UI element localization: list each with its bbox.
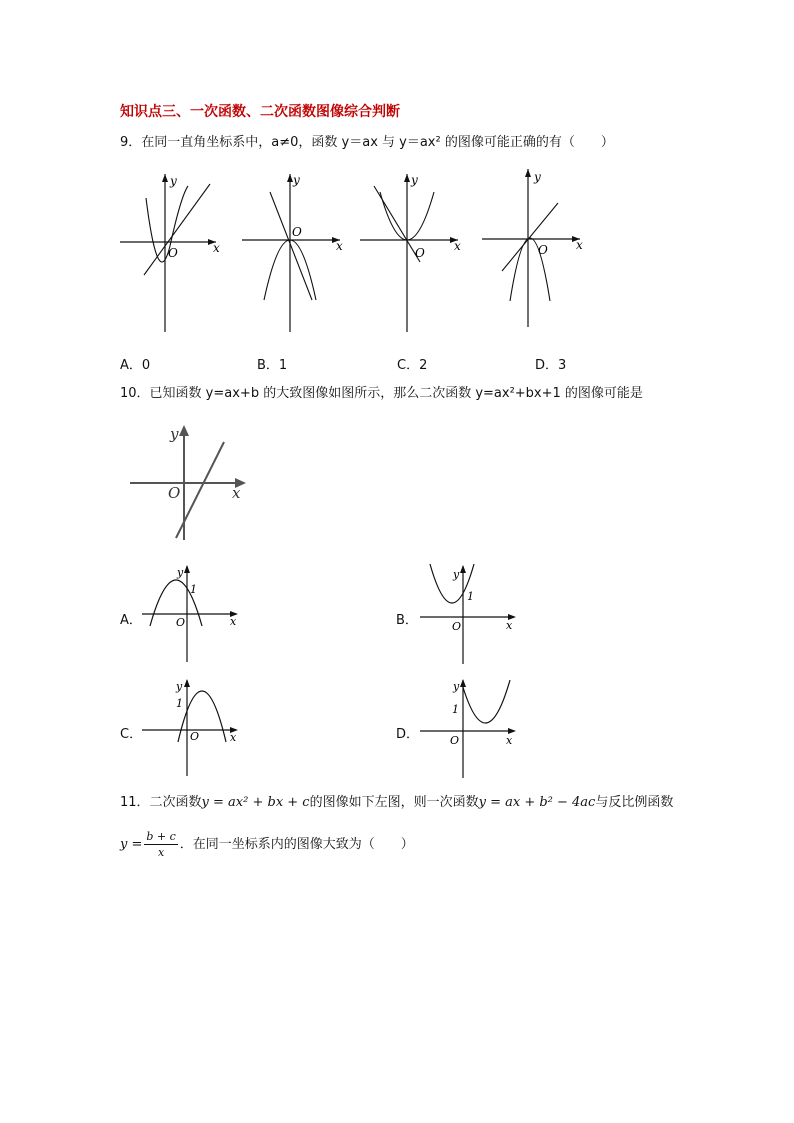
x-axis-label: x: [230, 731, 237, 744]
y-axis-label: y: [177, 566, 184, 579]
q10-option-d[interactable]: D．: [396, 727, 420, 742]
q10-option-c[interactable]: C．: [120, 727, 143, 742]
q11-y-equals: y =: [120, 837, 143, 852]
x-axis-label: x: [213, 241, 220, 255]
origin-label: O: [452, 620, 462, 633]
q9-option-d[interactable]: D．3: [535, 358, 567, 373]
q10-line-graph: [128, 422, 253, 542]
origin-label: O: [292, 225, 302, 239]
y-axis-label: y: [411, 173, 418, 187]
q10-option-b[interactable]: B．: [396, 613, 418, 628]
q9-option-c[interactable]: C．2: [397, 358, 428, 373]
y-axis-label: y: [534, 170, 541, 184]
q11-reciprocal-fraction: [144, 829, 177, 860]
q11-suffix: 与反比例函数: [595, 795, 674, 810]
origin-label: O: [190, 730, 200, 743]
origin-label: O: [176, 616, 186, 629]
q10-option-a[interactable]: A．: [120, 613, 142, 628]
question-11-line-2: [120, 829, 414, 860]
q10-graph-a: [140, 562, 245, 667]
y-axis-label: y: [453, 680, 460, 693]
q9-graph-2: [240, 170, 350, 335]
origin-label: O: [538, 243, 548, 257]
x-axis-label: x: [336, 239, 343, 253]
x-axis-label: x: [506, 734, 513, 747]
q10-graph-c: [140, 676, 245, 781]
x-axis-label: x: [454, 239, 461, 253]
q10-graph-d: [418, 676, 523, 781]
section-title: 知识点三、一次函数、二次函数图像综合判断: [120, 104, 400, 120]
question-10-text: 10．已知函数 y=ax+b 的大致图像如图所示，那么二次函数 y=ax²+bx+1 的图像可能是: [120, 386, 643, 401]
x-axis-label: x: [576, 238, 583, 252]
q11-linear-formula: y = ax + b² − 4ac: [478, 795, 596, 810]
question-9-text: 9．在同一直角坐标系中，a≠0，函数 y＝ax 与 y＝ax² 的图像可能正确的有（ ）: [120, 135, 614, 150]
y-axis-label: y: [293, 173, 300, 187]
q9-option-b[interactable]: B．1: [257, 358, 288, 373]
intercept-label: 1: [467, 590, 474, 603]
origin-label: O: [168, 246, 178, 260]
q11-line-2-text: ．在同一坐标系内的图像大致为（ ）: [179, 837, 414, 852]
y-axis-label: y: [170, 174, 177, 188]
intercept-label: 1: [452, 703, 459, 716]
q10-graph-b: [418, 562, 523, 667]
y-axis-label: y: [170, 425, 179, 443]
q9-graph-3: [358, 170, 468, 335]
origin-label: O: [415, 246, 425, 260]
q9-graph-4: [480, 165, 590, 330]
q11-fraction-denominator: x: [157, 846, 165, 859]
question-11-line-1: [120, 793, 673, 813]
x-axis-label: x: [506, 619, 513, 632]
y-axis-label: y: [453, 568, 460, 581]
y-axis-label: y: [176, 680, 183, 693]
q9-option-a[interactable]: A．0: [120, 358, 151, 373]
x-axis-label: x: [232, 484, 241, 502]
origin-label: O: [450, 734, 460, 747]
x-axis-label: x: [230, 615, 237, 628]
intercept-label: 1: [190, 583, 197, 596]
origin-label: O: [168, 484, 181, 502]
q11-fraction-numerator: b + c: [146, 830, 176, 843]
q11-prefix: 11．二次函数: [120, 795, 202, 810]
q11-mid-text: 的图像如下左图，则一次函数: [309, 795, 479, 810]
intercept-label: 1: [176, 697, 183, 710]
q9-graph-1: [118, 170, 223, 335]
q11-quadratic-formula: y = ax² + bx + c: [201, 795, 310, 810]
